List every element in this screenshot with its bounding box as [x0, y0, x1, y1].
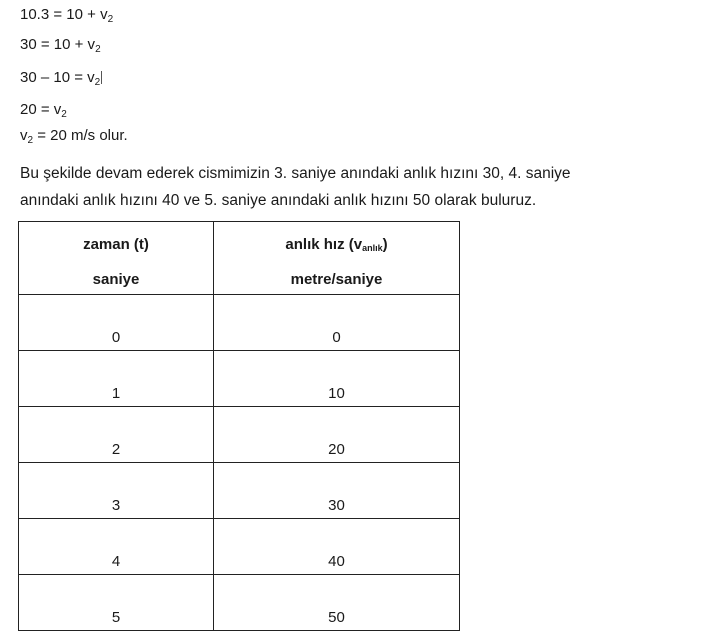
table-header-row — [19, 222, 460, 295]
paragraph-line-2: anındaki anlık hızını 40 ve 5. saniye anındaki anlık hızını 50 olarak buluruz. — [20, 192, 537, 209]
velocity-cell: 10 — [214, 351, 460, 407]
table-row — [19, 295, 460, 351]
time-column-header: zaman (t) saniye — [19, 222, 214, 295]
paragraph-line-1: Bu şekilde devam ederek cismimizin 3. saniye anındaki anlık hızını 30, 4. saniye — [20, 165, 571, 182]
table-row — [19, 463, 460, 519]
velocity-cell: 40 — [214, 519, 460, 575]
velocity-cell: 0 — [214, 295, 460, 351]
explanation-paragraph — [20, 160, 660, 214]
velocity-column-header: anlık hız $(v_{anlık})$ metre/saniye — [214, 222, 460, 295]
time-cell: 2 — [19, 407, 214, 463]
time-cell: 1 — [19, 351, 214, 407]
table-row — [19, 351, 460, 407]
time-cell: 3 — [19, 463, 214, 519]
table-row — [19, 519, 460, 575]
velocity-cell: 30 — [214, 463, 460, 519]
text-cursor — [101, 71, 102, 84]
table-row — [19, 575, 460, 631]
equation-line-4: $20 = v_2$ — [20, 101, 67, 120]
equation-line-5: $v_2 = 20$ m/s olur. — [20, 127, 128, 146]
time-cell: 0 — [19, 295, 214, 351]
velocity-cell: 50 — [214, 575, 460, 631]
equation-line-1: $10.3 = 10 + v_2$ — [20, 6, 114, 25]
table-row — [19, 407, 460, 463]
equation-line-3: $30 - 10 = v_2$ — [20, 69, 101, 88]
equation-line-2: $30 = 10 + v_2$ — [20, 36, 101, 55]
time-cell: 5 — [19, 575, 214, 631]
velocity-table — [18, 221, 460, 631]
time-cell: 4 — [19, 519, 214, 575]
velocity-cell: 20 — [214, 407, 460, 463]
